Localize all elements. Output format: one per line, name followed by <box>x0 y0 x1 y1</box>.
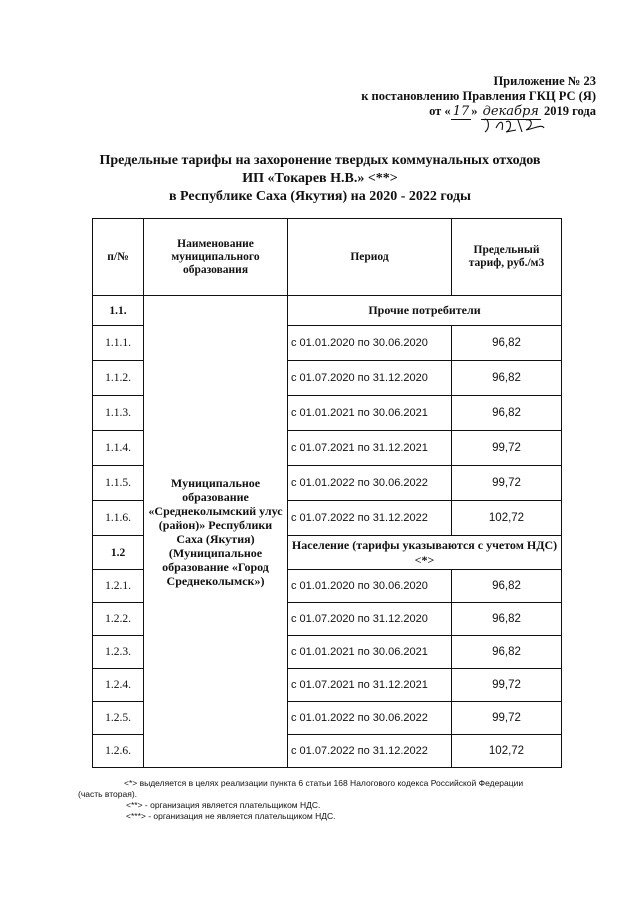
footnote-vat-payer: <**> - организация является плательщиком НДС. <box>126 800 321 810</box>
row-tariff: 96,82 <box>452 603 562 636</box>
appendix-decree: к постановлению Правления ГКЦ РС (Я) <box>361 89 596 103</box>
row-num: 1.1.1. <box>93 326 144 361</box>
handwritten-day: 17 <box>452 104 470 119</box>
title-line-3: в Республике Саха (Якутия) на 2020 - 2022 годы <box>168 189 471 204</box>
appendix-header <box>361 74 596 120</box>
row-tariff: 99,72 <box>452 702 562 735</box>
row-period: с 01.01.2022 по 30.06.2022 <box>288 466 452 501</box>
appendix-number: Приложение № 23 <box>493 74 596 88</box>
footnote-vat-population: <*> выделяется в целях реализации пункта 6 статьи 168 Налогового кодекса Российской Федерации <box>124 778 524 788</box>
document-title <box>90 152 550 206</box>
group-num: 1.2 <box>93 536 144 570</box>
row-num: 1.1.4. <box>93 431 144 466</box>
row-tariff: 102,72 <box>452 735 562 768</box>
row-tariff: 96,82 <box>452 361 562 396</box>
row-tariff: 96,82 <box>452 326 562 361</box>
row-period: с 01.01.2021 по 30.06.2021 <box>288 636 452 669</box>
row-num: 1.1.6. <box>93 501 144 536</box>
col-header-num: п/№ <box>93 219 144 296</box>
row-num: 1.1.2. <box>93 361 144 396</box>
row-period: с 01.07.2021 по 31.12.2021 <box>288 431 452 466</box>
appendix-date: от « 17 » декабря 2019 года <box>429 104 596 119</box>
row-period: с 01.07.2022 по 31.12.2022 <box>288 735 452 768</box>
row-tariff: 102,72 <box>452 501 562 536</box>
col-header-tariff: Предельный тариф, руб./м3 <box>452 219 562 296</box>
row-period: с 01.07.2020 по 31.12.2020 <box>288 361 452 396</box>
handwritten-month: декабря <box>482 104 539 119</box>
group-label: Прочие потребители <box>288 296 562 326</box>
group-row <box>93 296 562 326</box>
table-header-row <box>93 219 562 296</box>
row-tariff: 99,72 <box>452 431 562 466</box>
handwritten-number-signature <box>482 114 546 136</box>
col-header-municipality: Наименование муниципального образования <box>144 219 288 296</box>
row-period: с 01.01.2021 по 30.06.2021 <box>288 396 452 431</box>
row-num: 1.2.5. <box>93 702 144 735</box>
group-num: 1.1. <box>93 296 144 326</box>
title-line-2: ИП «Токарев Н.В.» <**> <box>242 171 398 186</box>
row-period: с 01.07.2022 по 31.12.2022 <box>288 501 452 536</box>
row-num: 1.1.5. <box>93 466 144 501</box>
group-label: Население (тарифы указываются с учетом НДС) <*> <box>288 536 562 570</box>
row-num: 1.2.3. <box>93 636 144 669</box>
row-period: с 01.01.2020 по 30.06.2020 <box>288 570 452 603</box>
row-num: 1.2.2. <box>93 603 144 636</box>
footnote-non-vat-payer: <***> - организация не является плательщиком НДС. <box>126 811 336 821</box>
footnote-vat-population-cont: (часть вторая). <box>78 789 138 799</box>
row-tariff: 99,72 <box>452 669 562 702</box>
row-period: с 01.01.2020 по 30.06.2020 <box>288 326 452 361</box>
row-period: с 01.01.2022 по 30.06.2022 <box>288 702 452 735</box>
tariff-table <box>92 218 562 768</box>
row-num: 1.1.3. <box>93 396 144 431</box>
row-num: 1.2.1. <box>93 570 144 603</box>
row-tariff: 99,72 <box>452 466 562 501</box>
row-tariff: 96,82 <box>452 396 562 431</box>
row-period: с 01.07.2020 по 31.12.2020 <box>288 603 452 636</box>
row-num: 1.2.6. <box>93 735 144 768</box>
col-header-period: Период <box>288 219 452 296</box>
row-tariff: 96,82 <box>452 570 562 603</box>
footnotes <box>74 778 594 822</box>
title-line-1: Предельные тарифы на захоронение твердых коммунальных отходов <box>99 153 541 168</box>
row-period: с 01.07.2021 по 31.12.2021 <box>288 669 452 702</box>
row-num: 1.2.4. <box>93 669 144 702</box>
row-tariff: 96,82 <box>452 636 562 669</box>
municipality-cell: Муниципальное образование «Среднеколымский улус (район)» Республики Саха (Якутия) (Муниципальное образование «Город Среднеколымск») <box>144 296 288 768</box>
